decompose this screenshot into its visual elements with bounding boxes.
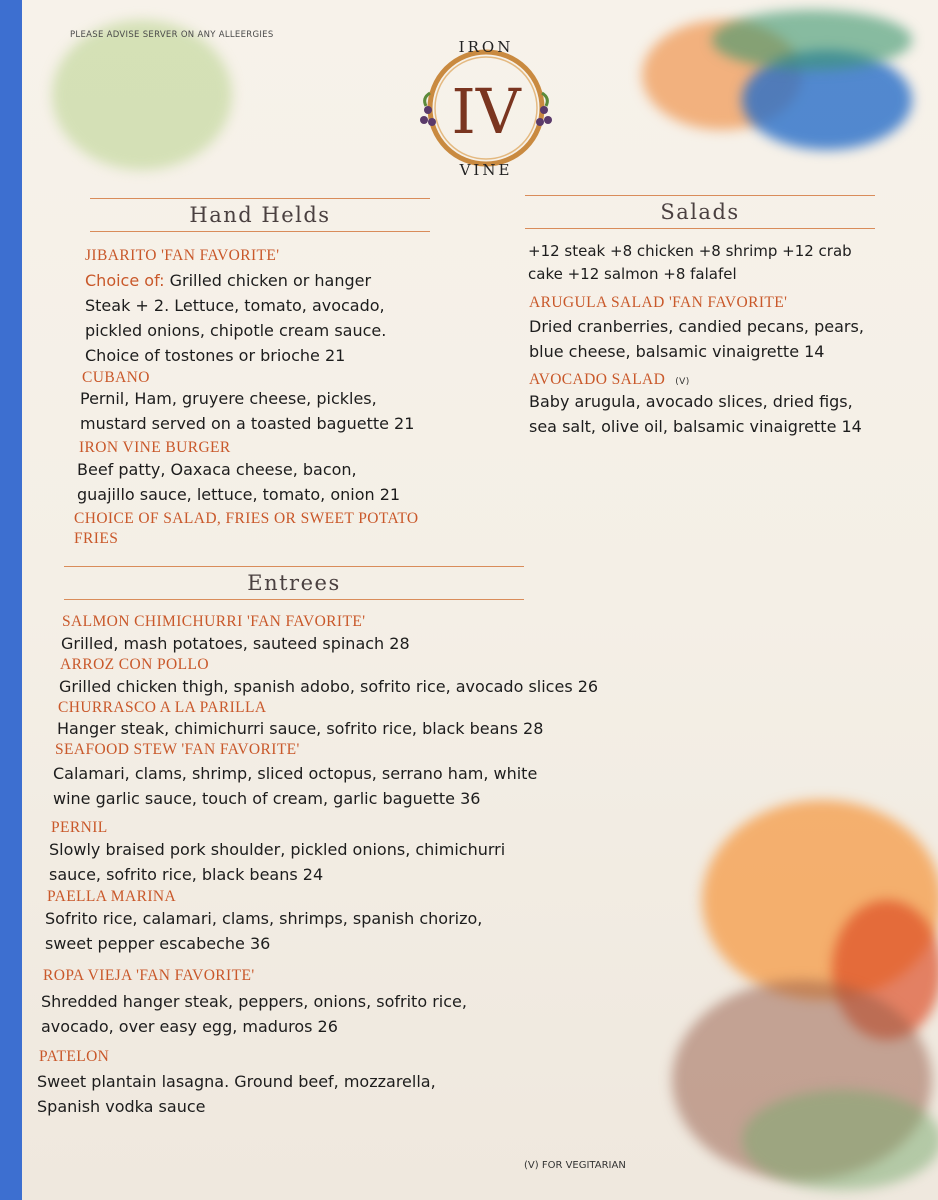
iron-vine-logo: [400, 38, 572, 178]
item-title-jibarito: JIBARITO 'FAN FAVORITE': [85, 247, 280, 264]
seafood-line-1: Calamari, clams, shrimp, sliced octopus, serrano ham, white: [53, 764, 538, 783]
item-desc-pernil: [49, 837, 505, 887]
salad-addons-line-1: +12 steak +8 chicken +8 shrimp +12 crab: [528, 242, 852, 260]
item-title-salmon: SALMON CHIMICHURRI 'FAN FAVORITE': [62, 613, 366, 630]
item-desc-seafood-stew: [53, 761, 537, 811]
salad-addons-line-2: cake +12 salmon +8 falafel: [528, 265, 737, 283]
jibarito-line-3: pickled onions, chipotle cream sauce.: [85, 321, 387, 340]
sides-note-line-2: FRIES: [74, 530, 119, 547]
jibarito-line-1: Grilled chicken or hanger: [164, 271, 372, 290]
sides-note: [74, 509, 419, 549]
patelon-line-1: Sweet plantain lasagna. Ground beef, mozzarella,: [37, 1072, 436, 1091]
avocado-salad-name: AVOCADO SALAD: [529, 371, 666, 388]
logo-monogram: IV: [451, 75, 521, 148]
cubano-line-1: Pernil, Ham, gruyere cheese, pickles,: [80, 389, 377, 408]
arugula-line-1: Dried cranberries, candied pecans, pears,: [529, 317, 864, 336]
pernil-line-2: sauce, sofrito rice, black beans 24: [49, 865, 324, 884]
item-desc-arroz: Grilled chicken thigh, spanish adobo, sofrito rice, avocado slices 26: [59, 677, 599, 696]
choice-of-label: Choice of:: [85, 271, 165, 290]
item-title-cubano: CUBANO: [82, 369, 150, 386]
item-desc-arugula-salad: [529, 314, 864, 364]
item-title-burger: IRON VINE BURGER: [79, 439, 231, 456]
item-desc-salmon: Grilled, mash potatoes, sauteed spinach 28: [61, 634, 410, 653]
watercolor-green-splash: [52, 20, 232, 170]
item-desc-ropa-vieja: [41, 989, 467, 1039]
logo-top-text: IRON: [458, 38, 514, 56]
item-title-seafood-stew: SEAFOOD STEW 'FAN FAVORITE': [55, 741, 300, 758]
section-title-hand-helds: Hand Helds: [90, 198, 430, 232]
item-desc-burger: [77, 457, 400, 507]
burger-line-2: guajillo sauce, lettuce, tomato, onion 21: [77, 485, 401, 504]
item-desc-churrasco: Hanger steak, chimichurri sauce, sofrito rice, black beans 28: [57, 719, 544, 738]
ropa-line-1: Shredded hanger steak, peppers, onions, sofrito rice,: [41, 992, 467, 1011]
paella-line-1: Sofrito rice, calamari, clams, shrimps, spanish chorizo,: [45, 909, 483, 928]
item-desc-cubano: [80, 386, 414, 436]
item-title-ropa-vieja: ROPA VIEJA 'FAN FAVORITE': [43, 967, 255, 984]
arugula-line-2: blue cheese, balsamic vinaigrette 14: [529, 342, 825, 361]
seafood-line-2: wine garlic sauce, touch of cream, garlic baguette 36: [53, 789, 481, 808]
item-title-avocado-salad: [529, 371, 690, 389]
item-desc-avocado-salad: [529, 389, 862, 439]
section-title-entrees: Entrees: [64, 566, 524, 600]
item-desc-jibarito: [85, 268, 386, 368]
salad-addons: [528, 240, 852, 286]
paella-line-2: sweet pepper escabeche 36: [45, 934, 271, 953]
avocado-line-2: sea salt, olive oil, balsamic vinaigrette 14: [529, 417, 862, 436]
patelon-line-2: Spanish vodka sauce: [37, 1097, 206, 1116]
menu-card: [22, 0, 938, 1200]
item-title-paella: PAELLA MARINA: [47, 888, 177, 905]
pernil-line-1: Slowly braised pork shoulder, pickled onions, chimichurri: [49, 840, 506, 859]
item-title-arugula-salad: ARUGULA SALAD 'FAN FAVORITE': [529, 294, 788, 311]
item-title-arroz: ARROZ CON POLLO: [60, 656, 209, 673]
ropa-line-2: avocado, over easy egg, maduros 26: [41, 1017, 338, 1036]
item-title-pernil: PERNIL: [51, 819, 108, 836]
watercolor-teal-leaf: [712, 10, 912, 70]
section-title-salads: Salads: [525, 195, 875, 229]
logo-bottom-text: VINE: [459, 161, 513, 178]
item-desc-patelon: [37, 1069, 436, 1119]
jibarito-line-2: Steak + 2. Lettuce, tomato, avocado,: [85, 296, 385, 315]
vegetarian-footnote: (V) FOR VEGITARIAN: [524, 1160, 626, 1171]
avocado-line-1: Baby arugula, avocado slices, dried figs,: [529, 392, 853, 411]
cubano-line-2: mustard served on a toasted baguette 21: [80, 414, 415, 433]
sides-note-line-1: CHOICE OF SALAD, FRIES OR SWEET POTATO: [74, 510, 419, 527]
burger-line-1: Beef patty, Oaxaca cheese, bacon,: [77, 460, 357, 479]
vegetarian-tag: (V): [675, 377, 690, 387]
item-desc-paella: [45, 906, 482, 956]
watercolor-green-leaves: [742, 1090, 938, 1190]
jibarito-line-4: Choice of tostones or brioche 21: [85, 346, 346, 365]
allergy-notice: PLEASE ADVISE SERVER ON ANY ALLEERGIES: [70, 30, 274, 40]
item-title-patelon: PATELON: [39, 1048, 110, 1065]
item-title-churrasco: CHURRASCO A LA PARILLA: [58, 699, 267, 716]
